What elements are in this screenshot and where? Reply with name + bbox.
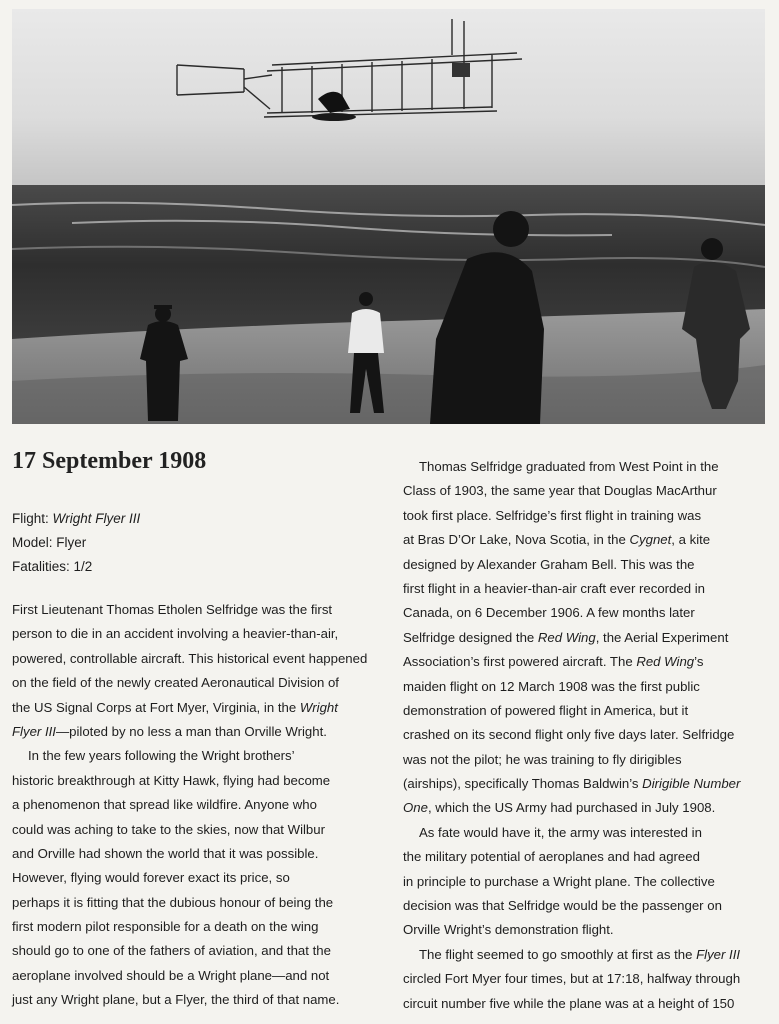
text-run: crashed on its second flight only five days later. Selfridge [403,727,735,743]
fatalities-label: Fatalities: [12,559,70,574]
text-line [12,915,382,939]
article-title: 17 September 1908 [12,448,207,474]
text-line [403,796,773,820]
text-line [403,894,773,918]
model-row [12,531,140,555]
text-line [12,696,382,720]
text-run: decision was that Selfridge would be the passenger on [403,898,722,914]
model-value: Flyer [56,535,87,550]
text-line [403,479,773,503]
text-line [403,748,773,772]
text-run: —piloted by no less a man than Orville Wright. [55,723,327,739]
text-run: first flight in a heavier-than-air craft ever recorded in [403,580,705,596]
text-run: the military potential of aeroplanes and had agreed [403,849,700,865]
text-line [403,723,773,747]
text-line [12,647,382,671]
text-line [12,818,382,842]
model-label: Model: [12,535,53,550]
italic-title: One [403,800,428,816]
text-run: circuit number five while the plane was at a height of 150 [403,995,735,1011]
text-run: Canada, on 6 December 1906. A few months later [403,605,695,621]
italic-title: Cygnet [629,532,672,548]
text-line [403,943,773,967]
text-run: Thomas Selfridge graduated from West Point in the [419,459,719,474]
text-run: could was aching to take to the skies, now that Wilbur [12,821,325,837]
flight-details [12,507,140,579]
text-run: Orville Wright’s demonstration flight. [403,922,614,938]
italic-title: Red Wing [636,654,695,670]
left-column-text [12,598,382,1013]
text-run: (airships), specifically Thomas Baldwin’s [403,776,643,792]
text-line [403,845,773,869]
text-line [12,744,382,768]
text-line [403,650,773,674]
text-line [403,528,773,552]
text-run: in principle to purchase a Wright plane. The collective [403,873,715,889]
text-line [12,842,382,866]
text-line [12,622,382,646]
text-line [12,939,382,963]
text-line [12,866,382,890]
text-run: on the field of the newly created Aeronautical Division of [12,675,339,691]
flight-label: Flight: [12,511,49,526]
text-run: the US Signal Corps at Fort Myer, Virginia, in the [12,699,300,715]
text-run: perhaps it is fitting that the dubious honour of being the [12,894,334,910]
text-line [403,967,773,991]
fatalities-row [12,555,140,579]
text-run: powered, controllable aircraft. This historical event happened [12,650,368,666]
italic-title: Dirigible Number [642,776,741,792]
flight-value: Wright Flyer III [52,511,141,526]
flight-row [12,507,140,531]
fatalities-value: 1/2 [73,559,93,574]
text-run: Class of 1903, the same year that Douglas MacArthur [403,483,717,499]
text-line [403,918,773,942]
text-run: , the Aerial Experiment [595,629,729,645]
text-line [403,553,773,577]
text-run: demonstration of powered flight in America, but it [403,702,689,718]
text-line [12,671,382,695]
text-run: was not the pilot; he was training to fly dirigibles [403,751,682,767]
text-run: , a kite [671,532,711,548]
text-run: ’s [694,654,704,670]
text-run: First Lieutenant Thomas Etholen Selfridge was the first [12,602,333,617]
text-run: , which the US Army had purchased in July 1908. [427,800,716,816]
text-run: aeroplane involved should be a Wright plane—and not [12,967,330,983]
text-run: The flight seemed to go smoothly at first as the [419,946,697,962]
text-run: should go to one of the fathers of aviation, and that the [12,943,331,959]
italic-title: Flyer III [696,946,741,962]
text-run: As fate would have it, the army was interested in [419,824,702,840]
text-line [12,891,382,915]
text-run: first modern pilot responsible for a death on the wing [12,919,319,935]
text-line [403,772,773,796]
text-run: Selfridge designed the [403,629,538,645]
text-run: Association’s first powered aircraft. The [403,654,637,670]
italic-title: Wright [299,699,338,715]
text-run: In the few years following the Wright brothers’ [28,748,295,764]
text-run: However, flying would forever exact its price, so [12,870,290,886]
text-line [403,699,773,723]
text-run: circled Fort Myer four times, but at 17:18, halfway through [403,971,741,987]
text-run: at Bras D’Or Lake, Nova Scotia, in the [403,532,630,548]
text-line [403,992,773,1016]
text-line [403,675,773,699]
text-line [403,870,773,894]
text-line [403,455,773,479]
text-line [12,720,382,744]
italic-title: Red Wing [537,629,596,645]
text-line [12,793,382,817]
text-line [403,626,773,650]
text-line [403,577,773,601]
right-column-text [403,455,773,1016]
text-line [12,964,382,988]
text-line [403,504,773,528]
italic-title: Flyer III [12,723,56,739]
text-run: historic breakthrough at Kitty Hawk, flying had become [12,772,331,788]
text-line [403,821,773,845]
text-run: person to die in an accident involving a heavier-than-air, [12,626,339,642]
text-line [12,769,382,793]
text-line [403,601,773,625]
text-run: and Orville had shown the world that it was possible. [12,845,319,861]
text-run: took first place. Selfridge’s first flight in training was [403,507,702,523]
flyer-photo [12,9,765,424]
text-run: a phenomenon that spread like wildfire. Anyone who [12,797,317,813]
text-line [12,598,382,622]
text-run: designed by Alexander Graham Bell. This was the [403,556,695,572]
text-line [12,988,382,1012]
text-run: maiden flight on 12 March 1908 was the first public [403,678,700,694]
text-run: just any Wright plane, but a Flyer, the third of that name. [12,992,340,1008]
